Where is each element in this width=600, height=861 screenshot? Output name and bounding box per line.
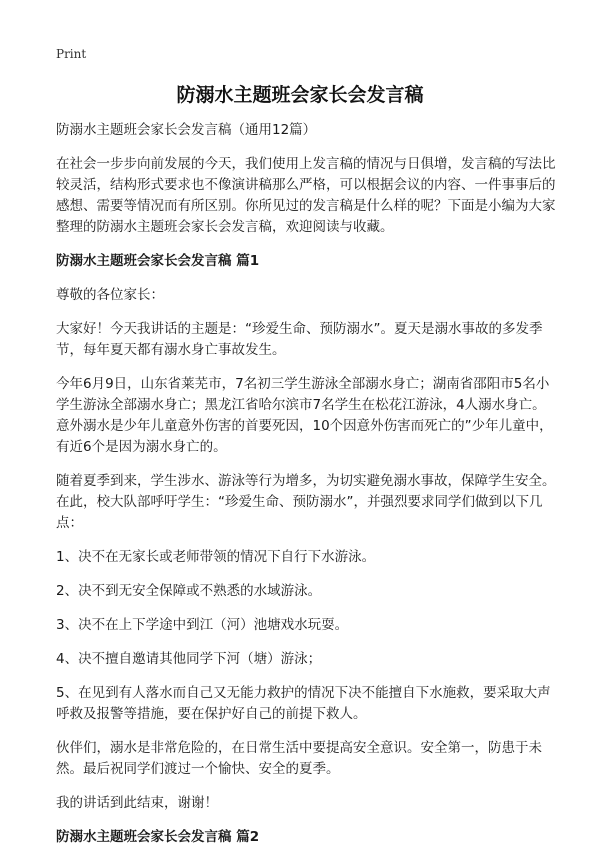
body-paragraph: 大家好！今天我讲话的主题是：“珍爱生命、预防溺水”。夏天是溺水事故的多发季节，每年夏天都有溺水身亡事故发生。 [56, 321, 543, 358]
section-heading-2: 防溺水主题班会家长会发言稿 篇2 [56, 829, 260, 845]
rule-item: 4、决不擅自邀请其他同学下河（塘）游泳； [56, 651, 322, 667]
end-line: 我的讲话到此结束，谢谢！ [56, 795, 218, 811]
rule-item: 5、在见到有人落水而自己又无能力救护的情况下决不能擅自下水施救，要采取大声呼救及报警等措施，要在保护好自己的前提下救人。 [56, 685, 551, 722]
rule-item: 2、决不到无安全保障或不熟悉的水域游泳。 [56, 583, 322, 599]
greeting: 尊敬的各位家长： [56, 287, 164, 303]
document-subtitle: 防溺水主题班会家长会发言稿（通用12篇） [56, 122, 317, 138]
intro-paragraph: 在社会一步步向前发展的今天，我们使用上发言稿的情况与日俱增，发言稿的写法比较灵活，结构形式要求也不像演讲稿那么严格，可以根据会议的内容、一件事事后的感想、需要等情况而有所区别。你所见过的发言稿是什么样的呢？下面是小编为大家整理的防溺水主题班会家长会发言稿，欢迎阅读与收藏。 [56, 156, 556, 235]
body-paragraph: 随着夏季到来，学生涉水、游泳等行为增多，为切实避免溺水事故，保障学生安全。在此，校大队部呼吁学生：“珍爱生命、预防溺水”，并强烈要求同学们做到以下几点： [56, 473, 556, 531]
rule-item: 1、决不在无家长或老师带领的情况下自行下水游泳。 [56, 549, 376, 565]
body-paragraph: 今年6月9日，山东省莱芜市，7名初三学生游泳全部溺水身亡；湖南省邵阳市5名小学生游泳全部溺水身亡；黑龙江省哈尔滨市7名学生在松花江游泳，4人溺水身亡。意外溺水是少年儿童意外伤害的首要死因，10个因意外伤害而死亡的”少年儿童中，有近6个是因为溺水身亡的。 [56, 376, 553, 455]
closing-paragraph: 伙伴们，溺水是非常危险的，在日常生活中要提高安全意识。安全第一，防患于未然。最后祝同学们渡过一个愉快、安全的夏季。 [56, 740, 542, 777]
print-label[interactable]: Print [56, 47, 87, 61]
document-body [56, 120, 556, 861]
section-heading-1: 防溺水主题班会家长会发言稿 篇1 [56, 253, 260, 269]
rule-item: 3、决不在上下学途中到江（河）池塘戏水玩耍。 [56, 617, 349, 633]
page-title: 防溺水主题班会家长会发言稿 [176, 84, 424, 106]
